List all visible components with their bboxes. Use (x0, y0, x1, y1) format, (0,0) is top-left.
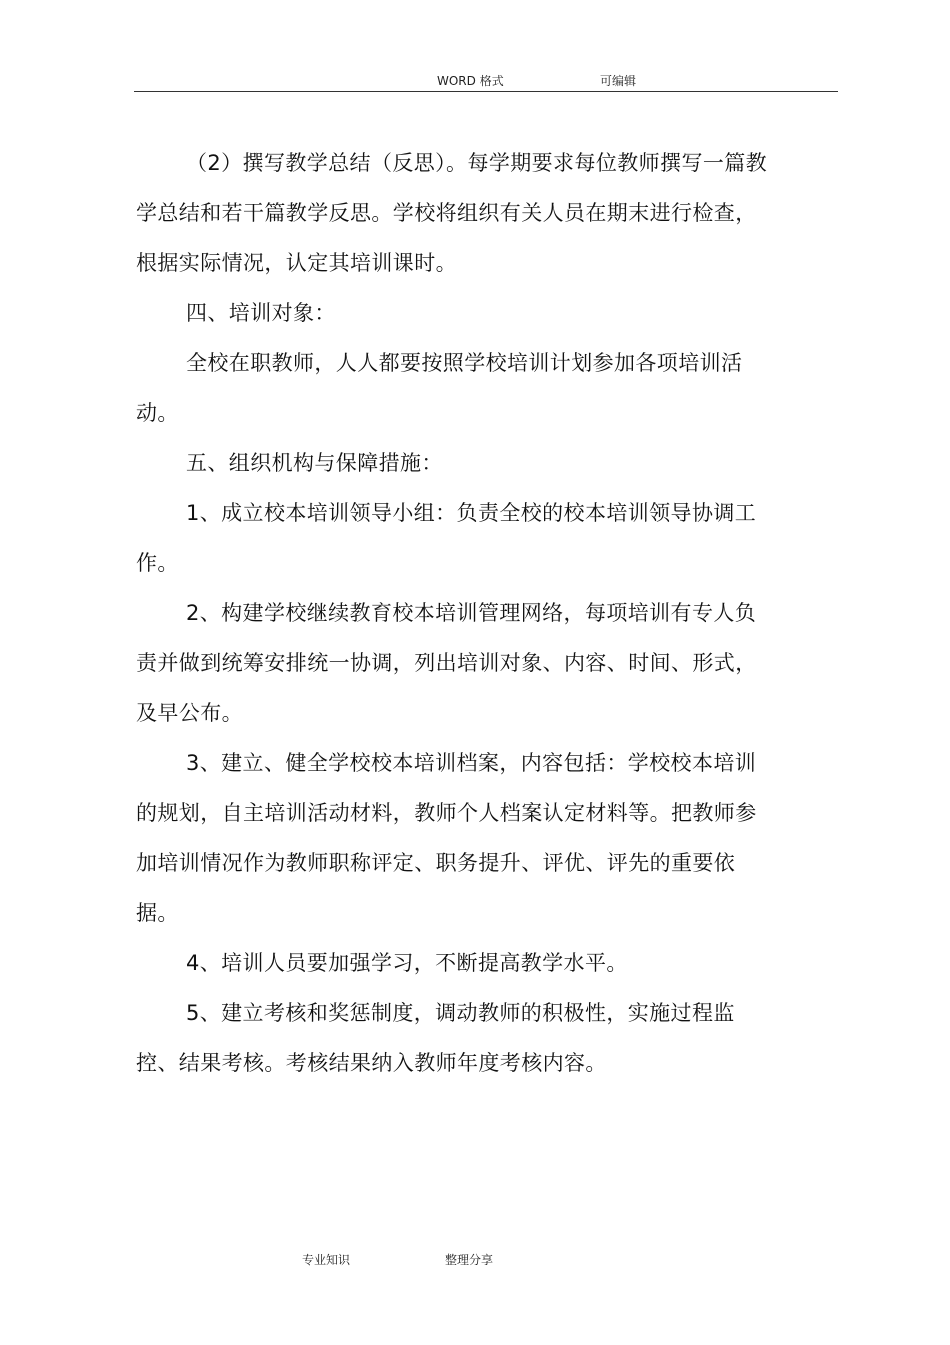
paragraph-item-3: 3、建立、健全学校校本培训档案，内容包括：学校校本培训的规划，自主培训活动材料，教师个人档案认定材料等。把教师参加培训情况作为教师职称评定、职务提升、评优、评先的重要依据。 (136, 751, 757, 925)
paragraph-item-2: 2、构建学校继续教育校本培训管理网络，每项培训有专人负责并做到统筹安排统一协调，列出培训对象、内容、时间、形式，及早公布。 (136, 601, 757, 725)
document-body (136, 138, 776, 1088)
paragraph-item-5: 5、建立考核和奖惩制度，调动教师的积极性，实施过程监控、结果考核。考核结果纳入教师年度考核内容。 (136, 1001, 735, 1075)
header-format-label: WORD 格式 (437, 74, 504, 88)
paragraph-item-4: 4、培训人员要加强学习，不断提高教学水平。 (186, 951, 628, 975)
header-editable-label: 可编辑 (600, 74, 637, 88)
heading-organization-measures: 五、组织机构与保障措施： (186, 451, 443, 475)
paragraph-teaching-summary: （2）撰写教学总结（反思）。每学期要求每位教师撰写一篇教学总结和若干篇教学反思。学校将组织有关人员在期末进行检查，根据实际情况，认定其培训课时。 (136, 151, 768, 275)
footer-share-label: 整理分享 (445, 1253, 494, 1267)
paragraph-all-teachers: 全校在职教师，人人都要按照学校培训计划参加各项培训活动。 (136, 351, 743, 425)
page-header (0, 68, 950, 90)
heading-training-targets: 四、培训对象： (186, 301, 336, 325)
header-divider (134, 91, 838, 92)
footer-knowledge-label: 专业知识 (302, 1253, 351, 1267)
paragraph-item-1: 1、成立校本培训领导小组：负责全校的校本培训领导协调工作。 (136, 501, 757, 575)
